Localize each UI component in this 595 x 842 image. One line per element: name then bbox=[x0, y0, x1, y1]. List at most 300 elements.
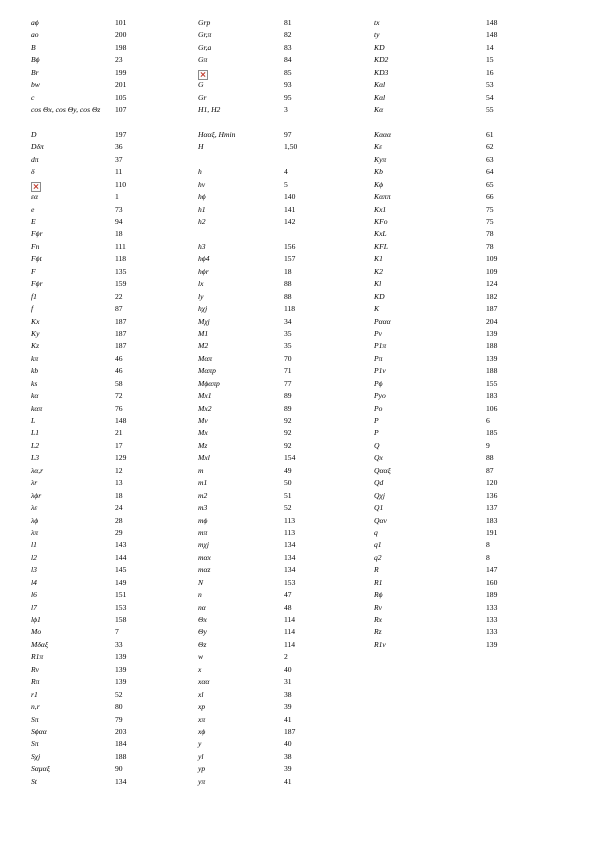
page-number: 134 bbox=[284, 540, 296, 550]
page-number: 51 bbox=[284, 490, 292, 500]
symbol-label: w bbox=[198, 652, 204, 662]
page-number: 197 bbox=[115, 129, 127, 139]
symbol-label: hϕ4 bbox=[198, 254, 210, 264]
page-number: 39 bbox=[284, 764, 292, 774]
page-number: 120 bbox=[486, 478, 498, 488]
symbol-label: Mxl bbox=[198, 453, 210, 463]
page-number: 61 bbox=[486, 129, 494, 139]
symbol-label: q2 bbox=[374, 552, 382, 562]
page-number: 111 bbox=[115, 241, 126, 251]
symbol-label: Mαπ bbox=[198, 353, 213, 363]
page-number: 134 bbox=[115, 776, 127, 786]
symbol-label: kα bbox=[31, 391, 39, 401]
symbol-label: R bbox=[374, 565, 379, 575]
page-number: 188 bbox=[486, 366, 498, 376]
page-number: 129 bbox=[115, 453, 127, 463]
symbol-label: Br bbox=[31, 67, 39, 77]
page-number: 28 bbox=[115, 515, 123, 525]
page-number: 153 bbox=[115, 602, 127, 612]
symbol-label: Pv bbox=[374, 328, 383, 338]
page-number: 11 bbox=[115, 167, 123, 177]
page-number: 41 bbox=[284, 714, 292, 724]
symbol-label: εα bbox=[31, 192, 38, 202]
symbol-label: Fn bbox=[31, 241, 40, 251]
symbol-label: Bϕ bbox=[31, 55, 40, 65]
page-number: 80 bbox=[115, 702, 123, 712]
page-number: 55 bbox=[486, 105, 494, 115]
page-number: 52 bbox=[284, 503, 292, 513]
symbol-label: Kl bbox=[374, 279, 382, 289]
symbol-label: l7 bbox=[31, 602, 37, 612]
symbol-label: L1 bbox=[31, 428, 40, 438]
symbol-label: M1 bbox=[198, 328, 209, 338]
page-number: 201 bbox=[115, 80, 127, 90]
symbol-label: yp bbox=[198, 764, 206, 774]
symbol-label: Rϕ bbox=[374, 590, 383, 600]
symbol-label: Kαl bbox=[374, 92, 386, 102]
symbol-label: λε bbox=[31, 503, 38, 513]
symbol-label: P bbox=[374, 416, 379, 425]
page-number: 13 bbox=[115, 478, 123, 488]
symbol-label: yπ bbox=[198, 776, 206, 786]
symbol-label: Kαl bbox=[374, 80, 386, 90]
page-number: 187 bbox=[486, 304, 498, 314]
page-number: 136 bbox=[486, 490, 498, 500]
page-number: 134 bbox=[284, 565, 296, 575]
symbol-label: Θx bbox=[198, 615, 207, 624]
page-number: 48 bbox=[284, 602, 292, 612]
symbol-label: L3 bbox=[31, 453, 40, 463]
page-number: 81 bbox=[284, 18, 292, 27]
page-number: 93 bbox=[284, 80, 292, 90]
symbol-label: K bbox=[374, 304, 380, 314]
symbol-label: L bbox=[31, 416, 36, 426]
symbol-label: h3 bbox=[198, 241, 206, 251]
page-number: 38 bbox=[284, 689, 292, 699]
page-number: 52 bbox=[115, 689, 123, 699]
page-number: 149 bbox=[115, 577, 127, 587]
page-number: 153 bbox=[284, 577, 296, 587]
symbol-label: n,r bbox=[31, 702, 40, 712]
symbol-label: ly bbox=[198, 291, 204, 301]
symbol-label: tx bbox=[374, 18, 380, 27]
page-number: 157 bbox=[284, 254, 296, 264]
symbol-label: Qx bbox=[374, 453, 383, 463]
page-number: 114 bbox=[284, 615, 296, 624]
symbol-label: n bbox=[198, 590, 202, 600]
page-number: 47 bbox=[284, 590, 292, 600]
symbol-label: Qd bbox=[374, 478, 384, 488]
symbol-label: δ bbox=[31, 167, 35, 177]
page-number: 2 bbox=[284, 652, 288, 662]
page-number: 160 bbox=[486, 577, 498, 587]
symbol-label: Kz bbox=[31, 341, 40, 351]
page-number: 17 bbox=[115, 440, 123, 450]
page-number: 183 bbox=[486, 391, 498, 401]
page-number: 142 bbox=[284, 217, 296, 226]
page-number: 109 bbox=[486, 266, 498, 276]
page-number: 133 bbox=[486, 615, 498, 624]
symbol-label: xl bbox=[198, 689, 204, 699]
page-number: 35 bbox=[284, 341, 292, 351]
symbol-label: yl bbox=[198, 751, 204, 761]
page-number: 200 bbox=[115, 30, 127, 40]
symbol-label: N bbox=[198, 577, 204, 587]
symbol-label: KD bbox=[374, 42, 385, 52]
page-number: 15 bbox=[486, 55, 494, 65]
symbol-label: Pπ bbox=[374, 353, 383, 363]
page-number: 185 bbox=[486, 428, 498, 438]
page-number: 84 bbox=[284, 55, 292, 65]
symbol-label: kαπ bbox=[31, 403, 43, 413]
page-number: 71 bbox=[284, 366, 292, 376]
page-number: 1,50 bbox=[284, 142, 298, 152]
symbol-label: q bbox=[374, 527, 378, 537]
page-number: 50 bbox=[284, 478, 292, 488]
page-number: 39 bbox=[284, 702, 292, 712]
symbol-label: aϕ bbox=[31, 18, 39, 27]
page-number: 135 bbox=[115, 266, 127, 276]
symbol-label: KD3 bbox=[374, 67, 389, 77]
page-number: 199 bbox=[115, 67, 127, 77]
page-number: 113 bbox=[284, 527, 296, 537]
symbol-label: Sαμαξ bbox=[31, 764, 50, 774]
page-number: 76 bbox=[115, 403, 123, 413]
page-number: 18 bbox=[115, 490, 123, 500]
broken-image-icon bbox=[198, 70, 208, 80]
symbol-label: Q1 bbox=[374, 503, 384, 513]
page-number: 40 bbox=[284, 739, 292, 749]
symbol-label: Pϕ bbox=[374, 378, 383, 388]
page-number: 3 bbox=[284, 105, 288, 115]
page-number: 9 bbox=[486, 440, 490, 450]
page-number: 77 bbox=[284, 378, 292, 388]
symbol-label: Mχj bbox=[198, 316, 210, 326]
symbol-label: m bbox=[198, 465, 204, 475]
page-number: 106 bbox=[486, 403, 498, 413]
symbol-label: mϕ bbox=[198, 515, 208, 525]
symbol-label: Kααα bbox=[374, 129, 392, 139]
page-number: 191 bbox=[486, 527, 498, 537]
symbol-label: l3 bbox=[31, 565, 37, 575]
symbol-label: R1 bbox=[374, 577, 383, 587]
page-number: 148 bbox=[486, 18, 498, 27]
page-number: 118 bbox=[284, 304, 296, 314]
symbol-label: P1v bbox=[374, 366, 386, 376]
page-number: 14 bbox=[486, 42, 494, 52]
page-number: 31 bbox=[284, 677, 292, 687]
page-number: 1 bbox=[115, 192, 119, 202]
page-number: 33 bbox=[115, 639, 123, 649]
symbol-label: KFL bbox=[374, 241, 388, 251]
symbol-label: Qααξ bbox=[374, 465, 391, 475]
page-number: 73 bbox=[115, 204, 123, 214]
page-number: 188 bbox=[115, 751, 127, 761]
symbol-label: Kyπ bbox=[374, 154, 387, 164]
symbol-label: K1 bbox=[374, 254, 383, 264]
symbol-label: Pyo bbox=[374, 391, 386, 401]
symbol-label: lx bbox=[198, 279, 204, 289]
page-number: 95 bbox=[284, 92, 292, 102]
page-number: 134 bbox=[284, 552, 296, 562]
page-number: 97 bbox=[284, 129, 292, 139]
page-number: 139 bbox=[486, 353, 498, 363]
symbol-label: ao bbox=[31, 30, 39, 40]
symbol-label: Fϕr bbox=[31, 279, 43, 289]
page-number: 110 bbox=[115, 179, 127, 189]
symbol-label: P1π bbox=[374, 341, 387, 351]
page-number: 187 bbox=[115, 316, 127, 326]
symbol-label: λα,r bbox=[31, 465, 44, 475]
page-number: 21 bbox=[115, 428, 123, 438]
page-number: 37 bbox=[115, 154, 123, 164]
symbol-label: hχj bbox=[198, 304, 208, 314]
page-number: 89 bbox=[284, 403, 292, 413]
page-number: 6 bbox=[486, 416, 490, 425]
symbol-label: y bbox=[198, 739, 202, 749]
page-number: 8 bbox=[486, 552, 490, 562]
page-number: 182 bbox=[486, 291, 498, 301]
symbol-label: Fϕt bbox=[31, 254, 42, 264]
page-number: 24 bbox=[115, 503, 123, 513]
symbol-label: Q bbox=[374, 440, 380, 450]
symbol-label: Kx1 bbox=[374, 204, 387, 214]
symbol-label: h1 bbox=[198, 204, 206, 214]
page-number: 114 bbox=[284, 639, 296, 649]
symbol-label: Pααα bbox=[374, 316, 391, 326]
page-number: 88 bbox=[284, 291, 292, 301]
symbol-label: x bbox=[198, 664, 202, 674]
symbol-label: e bbox=[31, 204, 35, 214]
page-number: 66 bbox=[486, 192, 494, 202]
symbol-label: Kϕ bbox=[374, 179, 383, 189]
symbol-label: Mx bbox=[198, 428, 208, 438]
page-number: 54 bbox=[486, 92, 494, 102]
symbol-label: M2 bbox=[198, 341, 209, 351]
page-number: 151 bbox=[115, 590, 127, 600]
page-number: 22 bbox=[115, 291, 123, 301]
page-number: 145 bbox=[115, 565, 127, 575]
symbol-label: l2 bbox=[31, 552, 37, 562]
symbol-label: E bbox=[31, 217, 36, 227]
symbol-label: h bbox=[198, 167, 202, 177]
page-number: 88 bbox=[486, 453, 494, 463]
symbol-label: xαα bbox=[198, 677, 210, 687]
page-number: 156 bbox=[284, 241, 296, 251]
page-number: 83 bbox=[284, 42, 292, 52]
symbol-label: Gπ bbox=[198, 55, 208, 65]
symbol-label: Mv bbox=[198, 416, 208, 425]
page-number: 139 bbox=[486, 639, 498, 649]
symbol-label: R1v bbox=[374, 639, 386, 649]
symbol-label: mαx bbox=[198, 552, 211, 562]
page-number: 75 bbox=[486, 217, 494, 226]
symbol-label: q1 bbox=[374, 540, 382, 550]
page-number: 140 bbox=[284, 192, 296, 202]
symbol-label: c bbox=[31, 92, 35, 102]
page-number: 133 bbox=[486, 602, 498, 612]
page-number: 203 bbox=[115, 726, 127, 736]
symbol-label: Qχj bbox=[374, 490, 385, 500]
symbol-label: mπ bbox=[198, 527, 208, 537]
symbol-label: nα bbox=[198, 602, 206, 612]
page-number: 204 bbox=[486, 316, 498, 326]
symbol-label: Dδπ bbox=[31, 142, 44, 152]
symbol-label: λϕ bbox=[31, 515, 39, 525]
page-number: 53 bbox=[486, 80, 494, 90]
page-number: 18 bbox=[284, 266, 292, 276]
symbol-label: Kb bbox=[374, 167, 383, 177]
page-number: 63 bbox=[486, 154, 494, 164]
page-number: 147 bbox=[486, 565, 498, 575]
page-number: 155 bbox=[486, 378, 498, 388]
page-number: 159 bbox=[115, 279, 127, 289]
symbol-label: L2 bbox=[31, 440, 40, 450]
symbol-label: D bbox=[31, 129, 37, 139]
symbol-label: Gr bbox=[198, 92, 207, 102]
page-number: 124 bbox=[486, 279, 498, 289]
symbol-label: Rπ bbox=[31, 677, 40, 687]
page-number: 41 bbox=[284, 776, 292, 786]
page-number: 114 bbox=[284, 627, 296, 637]
page-number: 148 bbox=[486, 30, 498, 40]
page-number: 82 bbox=[284, 30, 292, 40]
page-number: 141 bbox=[284, 204, 296, 214]
symbol-label: Mx2 bbox=[198, 403, 212, 413]
symbol-label: cos Θx, cos Θy, cos Θz bbox=[31, 105, 101, 115]
symbol-label: Gr,a bbox=[198, 42, 212, 52]
page-number: 137 bbox=[486, 503, 498, 513]
symbol-label: KD bbox=[374, 291, 385, 301]
page-number: 187 bbox=[115, 328, 127, 338]
symbol-label: Mz bbox=[198, 440, 208, 450]
symbol-label: kb bbox=[31, 366, 39, 376]
symbol-label: G bbox=[198, 80, 204, 90]
page-number: 133 bbox=[486, 627, 498, 637]
symbol-label: Θz bbox=[198, 639, 207, 649]
page-number: 49 bbox=[284, 465, 292, 475]
page-number: 105 bbox=[115, 92, 127, 102]
symbol-label: Mδαξ bbox=[31, 639, 49, 649]
symbol-label: KxL bbox=[374, 229, 387, 239]
page-number: 4 bbox=[284, 167, 288, 177]
page-number: 92 bbox=[284, 416, 292, 425]
symbol-label: F bbox=[31, 266, 36, 276]
page-number: 189 bbox=[486, 590, 498, 600]
symbol-label: Sϕαα bbox=[31, 726, 47, 736]
page-number: 88 bbox=[284, 279, 292, 289]
page-number: 5 bbox=[284, 179, 288, 189]
page-number: 92 bbox=[284, 428, 292, 438]
symbol-label: m3 bbox=[198, 503, 208, 513]
page-number: 23 bbox=[115, 55, 123, 65]
page-number: 87 bbox=[115, 304, 123, 314]
page-number: 78 bbox=[486, 229, 494, 239]
page-number: 118 bbox=[115, 254, 127, 264]
page-number: 188 bbox=[486, 341, 498, 351]
symbol-label: Grp bbox=[198, 18, 211, 27]
symbol-label: Sπ bbox=[31, 739, 39, 749]
page-number: 40 bbox=[284, 664, 292, 674]
page-number: 187 bbox=[115, 341, 127, 351]
page-number: 89 bbox=[284, 391, 292, 401]
symbol-label: λπ bbox=[31, 527, 39, 537]
page-number: 78 bbox=[486, 241, 494, 251]
symbol-label: xϕ bbox=[198, 726, 206, 736]
page-number: 35 bbox=[284, 328, 292, 338]
symbol-label: KD2 bbox=[374, 55, 389, 65]
page-number: 101 bbox=[115, 18, 127, 27]
symbol-label: H1, H2 bbox=[198, 105, 221, 115]
page-number: 139 bbox=[115, 677, 127, 687]
page-number: 109 bbox=[486, 254, 498, 264]
page-number: 113 bbox=[284, 515, 296, 525]
symbol-label: f bbox=[31, 304, 34, 314]
symbol-label: Rv bbox=[31, 664, 40, 674]
symbol-label: ty bbox=[374, 30, 380, 40]
broken-image-icon bbox=[31, 182, 41, 192]
page-number: 75 bbox=[486, 204, 494, 214]
page-number: 7 bbox=[115, 627, 119, 637]
symbol-label: m1 bbox=[198, 478, 208, 488]
symbol-label: Kα bbox=[374, 105, 384, 115]
symbol-label: Po bbox=[374, 403, 383, 413]
symbol-label: Qαv bbox=[374, 515, 387, 525]
symbol-label: Rz bbox=[374, 627, 382, 637]
page-number: 12 bbox=[115, 465, 123, 475]
page-number: 90 bbox=[115, 764, 123, 774]
symbol-label: mχj bbox=[198, 540, 209, 550]
symbol-label: hϕr bbox=[198, 266, 209, 276]
page-number: 46 bbox=[115, 366, 123, 376]
page-number: 29 bbox=[115, 527, 123, 537]
symbol-label: Kαππ bbox=[374, 192, 391, 202]
symbol-label: mαz bbox=[198, 565, 211, 575]
page-number: 18 bbox=[115, 229, 123, 239]
page-number: 148 bbox=[115, 416, 127, 426]
page-number: 94 bbox=[115, 217, 123, 227]
symbol-label: H bbox=[198, 142, 204, 152]
symbol-label: xπ bbox=[198, 714, 206, 724]
symbol-label: r1 bbox=[31, 689, 38, 699]
symbol-label: Mαπp bbox=[198, 366, 216, 376]
symbol-label: hϕ bbox=[198, 192, 206, 202]
page-number: 16 bbox=[486, 67, 494, 77]
symbol-label: Gr,π bbox=[198, 30, 212, 40]
page-number: 65 bbox=[486, 179, 494, 189]
symbol-label: Rv bbox=[374, 602, 383, 612]
symbol-label: dπ bbox=[31, 154, 39, 164]
symbol-label: ks bbox=[31, 378, 38, 388]
page-number: 62 bbox=[486, 142, 494, 152]
page-number: 70 bbox=[284, 353, 292, 363]
symbol-label: Ky bbox=[31, 328, 40, 338]
symbol-label: l4 bbox=[31, 577, 37, 587]
page-number: 72 bbox=[115, 391, 123, 401]
symbol-label: K2 bbox=[374, 266, 383, 276]
page-number: 46 bbox=[115, 353, 123, 363]
symbol-label: Fϕr bbox=[31, 229, 43, 239]
symbol-label: Kx bbox=[31, 316, 40, 326]
symbol-label: lϕ1 bbox=[31, 615, 41, 625]
symbol-label: Hααξ, Hmin bbox=[198, 129, 236, 139]
symbol-label: St bbox=[31, 776, 37, 786]
page-number: 64 bbox=[486, 167, 494, 177]
page-number: 85 bbox=[284, 67, 292, 77]
symbol-label: xp bbox=[198, 702, 206, 712]
symbol-label: B bbox=[31, 42, 36, 52]
page-number: 198 bbox=[115, 42, 127, 52]
